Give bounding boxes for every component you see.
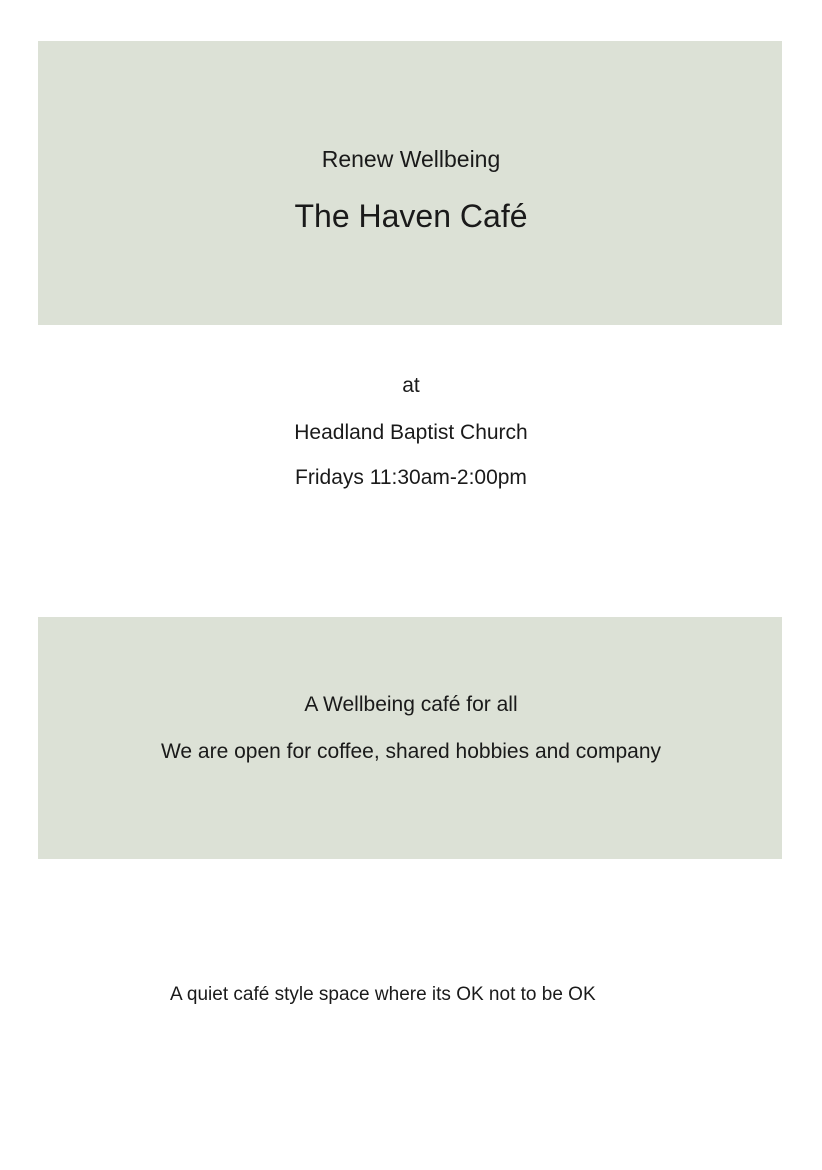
location-prefix: at [402, 374, 420, 397]
footer-note: A quiet café style space where its OK not to be OK [170, 984, 596, 1005]
brand-name: Renew Wellbeing [321, 146, 501, 172]
tagline: A Wellbeing café for all [304, 693, 518, 716]
venue-name: Headland Baptist Church [294, 421, 528, 444]
description: We are open for coffee, shared hobbies and company [160, 740, 662, 763]
page-title: The Haven Café [294, 198, 528, 234]
header-panel [38, 41, 782, 325]
opening-hours: Fridays 11:30am-2:00pm [295, 466, 527, 489]
info-panel [38, 617, 782, 859]
